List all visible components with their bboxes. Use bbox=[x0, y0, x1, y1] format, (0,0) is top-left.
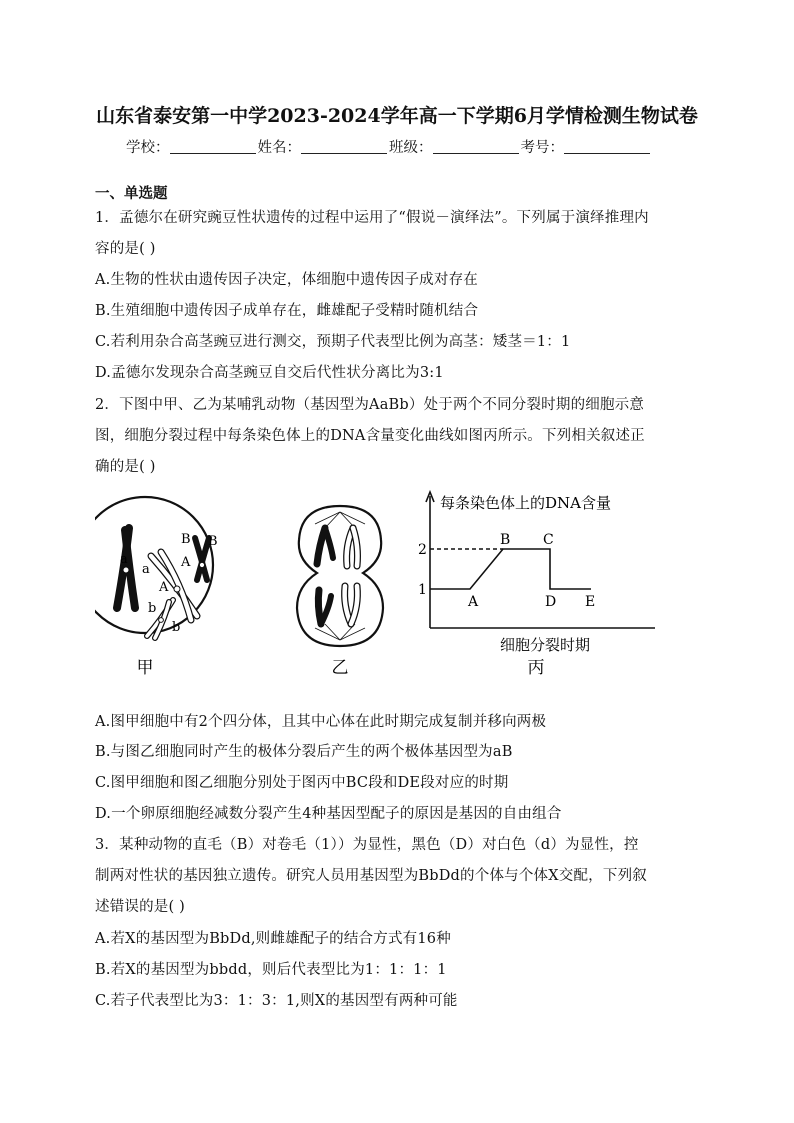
school-label: 学校： bbox=[126, 140, 170, 156]
point-label-c: C bbox=[543, 532, 554, 548]
name-field[interactable] bbox=[301, 139, 387, 154]
chromosome bbox=[321, 596, 331, 624]
number-field[interactable] bbox=[564, 139, 650, 154]
point-label-d: D bbox=[545, 594, 557, 610]
point-label-a: A bbox=[468, 594, 479, 610]
label-yi: 乙 bbox=[331, 658, 349, 678]
gene-label: a bbox=[142, 562, 150, 577]
q3-option-a[interactable]: A.若X的基因型为BbDd,则雌雄配子的结合方式有16种 bbox=[95, 931, 451, 947]
q3-stem-line1: 3．某种动物的直毛（B）对卷毛（1））为显性，黑色（D）对白色（d）为显性，控 bbox=[95, 837, 639, 853]
y-axis-label: 每条染色体上的DNA含量 bbox=[440, 494, 611, 512]
chromosome bbox=[325, 528, 333, 558]
q3-option-c[interactable]: C.若子代表型比为3：1：3：1,则X的基因型有两种可能 bbox=[95, 993, 458, 1009]
label-jia: 甲 bbox=[136, 658, 154, 678]
name-label: 姓名： bbox=[257, 140, 301, 156]
q1-stem-line1: 1．孟德尔在研究豌豆性状遗传的过程中运用了“假说－演绎法”。下列属于演绎推理内 bbox=[95, 210, 649, 226]
y-tick-2: 2 bbox=[418, 542, 427, 558]
section-heading: 一、单选题 bbox=[95, 185, 168, 202]
point-label-e: E bbox=[585, 594, 596, 610]
q2-stem-line1: 2．下图中甲、乙为某哺乳动物（基因型为AaBb）处于两个不同分裂时期的细胞示意 bbox=[95, 397, 645, 413]
y-tick-1: 1 bbox=[418, 582, 427, 598]
class-field[interactable] bbox=[433, 139, 519, 154]
gene-label: b bbox=[172, 620, 181, 635]
gene-label: b bbox=[148, 601, 157, 616]
q2-stem-line2: 图，细胞分裂过程中每条染色体上的DNA含量变化曲线如图丙所示。下列相关叙述正 bbox=[95, 428, 645, 444]
q3-stem-line3: 述错误的是( ) bbox=[95, 899, 186, 915]
student-info-line bbox=[126, 136, 652, 157]
dna-content-graph bbox=[418, 492, 655, 654]
q1-option-c[interactable]: C.若利用杂合高茎豌豆进行测交，预期子代表型比例为高茎：矮茎＝1：1 bbox=[95, 334, 571, 350]
q1-stem-line2: 容的是( ) bbox=[95, 241, 156, 257]
q2-stem-line3: 确的是( ) bbox=[95, 459, 156, 475]
centromere bbox=[123, 567, 129, 573]
gene-label: A bbox=[181, 555, 191, 570]
q3-option-b[interactable]: B.若X的基因型为bbdd，则后代表型比为1：1：1：1 bbox=[95, 962, 447, 978]
gene-label: a bbox=[120, 552, 128, 567]
number-label: 考号： bbox=[520, 140, 564, 156]
point-label-b: B bbox=[500, 532, 511, 548]
label-bing: 丙 bbox=[527, 658, 545, 678]
q3-stem-line2: 制两对性状的基因独立遗传。研究人员用基因型为BbDd的个体与个体X交配，下列叙 bbox=[95, 868, 647, 884]
q1-option-a[interactable]: A.生物的性状由遗传因子决定，体细胞中遗传因子成对存在 bbox=[95, 272, 478, 288]
cell-yi-membrane bbox=[297, 506, 383, 646]
centromere bbox=[174, 586, 180, 592]
class-label: 班级： bbox=[389, 140, 433, 156]
gene-label: A bbox=[159, 580, 169, 595]
x-axis-label: 细胞分裂时期 bbox=[500, 636, 591, 654]
centromere bbox=[199, 562, 204, 567]
q2-option-c[interactable]: C.图甲细胞和图乙细胞分别处于图丙中BC段和DE段对应的时期 bbox=[95, 775, 509, 791]
centromere bbox=[159, 618, 164, 623]
q2-option-d[interactable]: D.一个卵原细胞经减数分裂产生4种基因型配子的原因是基因的自由组合 bbox=[95, 806, 562, 822]
cell-division-figure bbox=[95, 488, 655, 684]
q1-option-d[interactable]: D.孟德尔发现杂合高茎豌豆自交后代性状分离比为3:1 bbox=[95, 365, 444, 381]
q2-option-a[interactable]: A.图甲细胞中有2个四分体，且其中心体在此时期完成复制并移向两极 bbox=[95, 714, 547, 730]
cell-yi bbox=[297, 506, 383, 646]
q1-option-b[interactable]: B.生殖细胞中遗传因子成单存在，雌雄配子受精时随机结合 bbox=[95, 303, 479, 319]
dna-curve bbox=[430, 549, 591, 589]
school-field[interactable] bbox=[170, 139, 256, 154]
gene-label: B bbox=[181, 532, 191, 547]
q2-option-b[interactable]: B.与图乙细胞同时产生的极体分裂后产生的两个极体基因型为aB bbox=[95, 744, 513, 760]
cell-jia bbox=[95, 497, 218, 638]
exam-title: 山东省泰安第一中学2023-2024学年高一下学期6月学情检测生物试卷 bbox=[96, 105, 698, 127]
gene-label: B bbox=[208, 534, 218, 549]
